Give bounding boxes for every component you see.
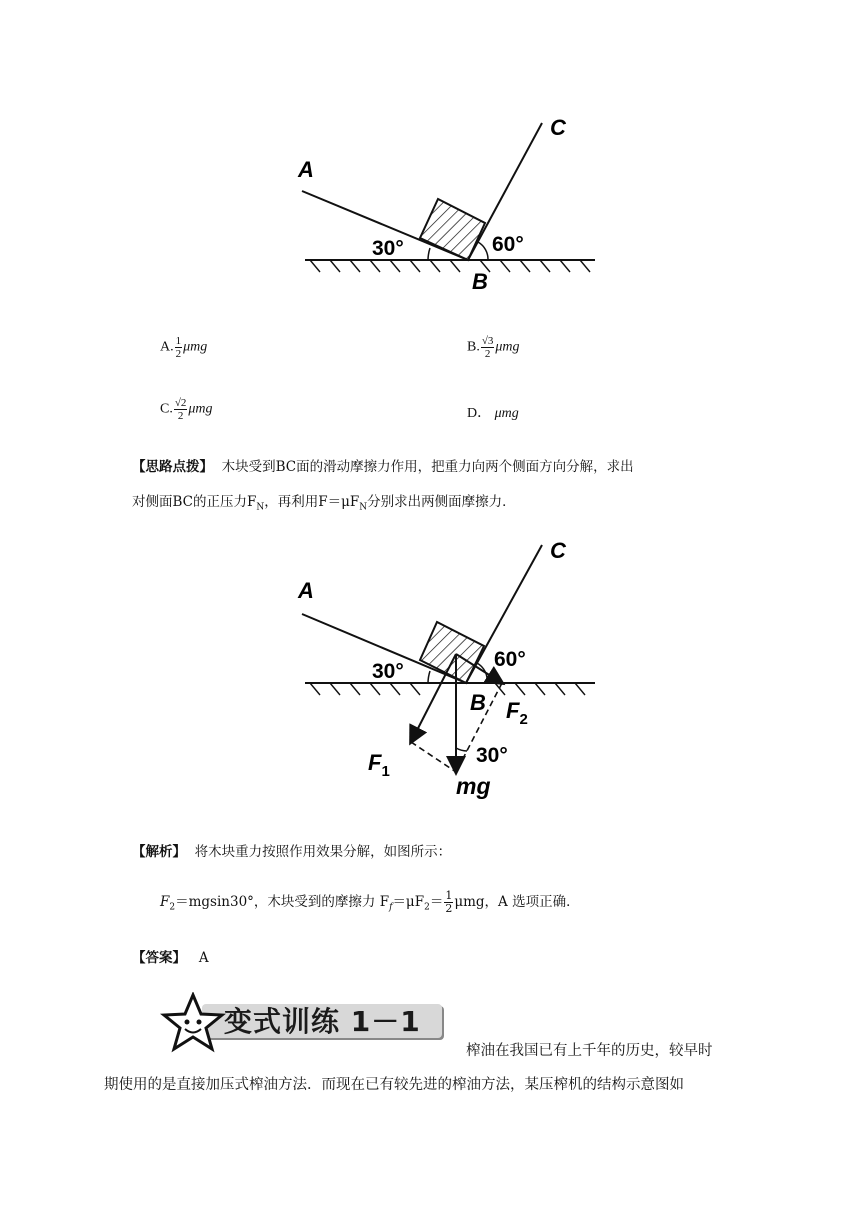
analysis-equation: $F_2=mgsin30^\circ$，木块受到的摩擦力 $F_f=\mu F_2=$ $\frac{1}{2}$ μmg，A 选项正确． (160, 889, 580, 915)
option-b[interactable]: B. $\frac{√3}{2}$ μmg (467, 335, 520, 360)
ground-line (305, 683, 595, 695)
figure-2-force-decomposition (280, 530, 610, 805)
angle-arc-30 (428, 248, 430, 260)
label-a: A (298, 157, 314, 182)
angle-label-30: 30° (372, 237, 404, 260)
fraction: $\frac{√2}{2}$ (174, 397, 187, 422)
fraction: $\frac{√3}{2}$ (481, 335, 494, 360)
angle-label-60: 60° (492, 233, 524, 256)
angle-arc-30 (428, 671, 430, 683)
option-c[interactable]: C. $\frac{√2}{2}$ μmg (160, 397, 213, 422)
label-mg: mg (456, 773, 491, 799)
label-b: B (472, 269, 488, 294)
angle-label-60: 60° (494, 648, 526, 671)
angle-arc-60 (478, 242, 488, 260)
angle-label-30: 30° (372, 660, 404, 683)
fraction: $\frac{1}{2}$ (175, 335, 182, 360)
ground-line (305, 260, 595, 272)
variant-banner (160, 992, 450, 1054)
variant-line-2: 期使用的是直接加压式榨油方法．而现在已有较先进的榨油方法，某压榨机的结构示意图如 (104, 1077, 684, 1093)
analysis-line-1: 【解析】 将木块重力按照作用效果分解，如图所示： (132, 844, 452, 860)
hint-tag: 【思路点拨】 (132, 459, 213, 475)
answer-line (132, 946, 209, 966)
figure-1-incline-diagram (280, 105, 610, 305)
analysis-tag: 【解析】 (132, 844, 186, 860)
star-icon (160, 992, 226, 1054)
hint-line-2: 对侧面BC的正压力$F_N$，再利用$F=\mu F_N$分别求出两侧面摩擦力． (132, 494, 516, 513)
option-d[interactable]: D． μmg (467, 406, 519, 421)
angle-label-bottom: 30° (476, 744, 508, 767)
dashed-f1-mg (411, 742, 456, 772)
label-c: C (550, 115, 566, 140)
option-a[interactable]: A. $\frac{1}{2}$ μmg (160, 335, 208, 360)
fraction: $\frac{1}{2}$ (445, 889, 453, 915)
label-f2: $F_2$ (506, 698, 528, 728)
answer-tag: 【答案】 (132, 950, 186, 966)
answer-value: A (198, 950, 209, 966)
angle-arc-bottom (456, 748, 467, 751)
label-a: A (298, 578, 314, 603)
hint-line-1: 【思路点拨】 木块受到BC面的滑动摩擦力作用，把重力向两个侧面方向分解，求出 (132, 459, 634, 475)
banner-title: 变式训练 1－1 (224, 1005, 421, 1038)
label-c: C (550, 538, 566, 563)
variant-line-1: 榨油在我国已有上千年的历史，较早时 (466, 1043, 713, 1059)
label-b: B (470, 690, 486, 715)
label-f1: $F_1$ (368, 750, 390, 780)
